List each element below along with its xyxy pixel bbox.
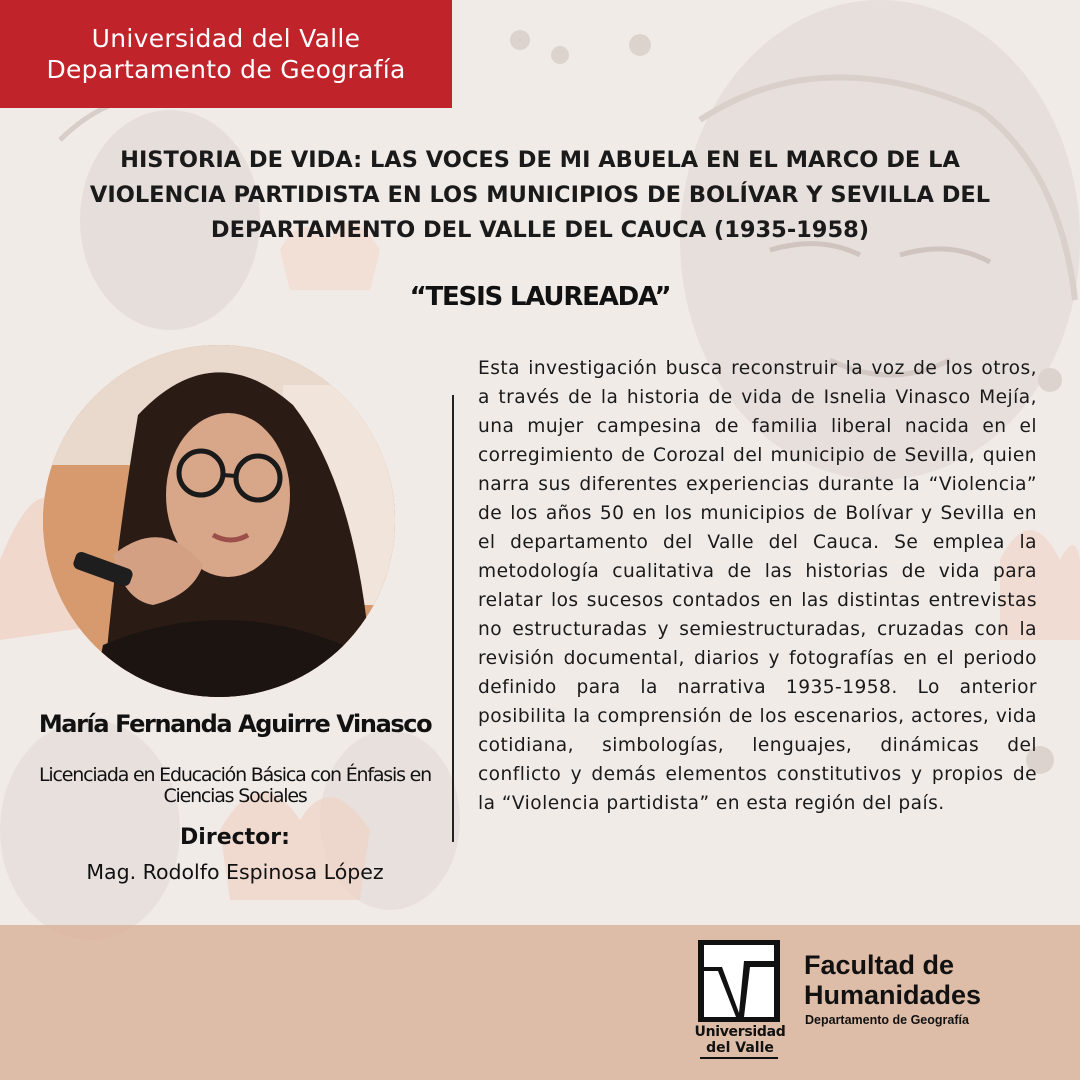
logo-text-del-valle: del Valle <box>706 1040 774 1056</box>
column-divider <box>452 395 454 842</box>
thesis-title: HISTORIA DE VIDA: LAS VOCES DE MI ABUELA EN EL MARCO DE LA VIOLENCIA PARTIDISTA EN LOS MUNICIPIOS DE BOLÍVAR Y SEVILLA DEL DEPARTAMENTO DEL VALLE DEL CAUCA (1935-1958) <box>89 147 991 243</box>
author-degree: Licenciada en Educación Básica con Énfasis en Ciencias Sociales <box>39 764 431 807</box>
director-name: Mag. Rodolfo Espinosa López <box>86 860 384 884</box>
faculty-department: Departamento de Geografía <box>805 1013 969 1027</box>
header-department: Departamento de Geografía <box>46 55 406 84</box>
university-header <box>0 0 452 108</box>
author-name: María Fernanda Aguirre Vinasco <box>38 710 432 738</box>
header-university: Universidad del Valle <box>91 24 361 53</box>
logo-text-university: Universidad <box>694 1024 786 1040</box>
author-photo <box>43 345 395 697</box>
director-label: Director: <box>180 825 290 850</box>
logo-underline <box>700 1057 778 1059</box>
abstract-text: Esta investigación busca reconstruir la voz de los otros, a través de la historia de vida de Isnelia Vinasco Mejía, una mujer campesina de familia liberal nacida en el corregimiento de Corozal del municipio de Sevilla, quien narra sus diferentes experiencias durante la “Violencia” de los años 50 en los municipios de Bolívar y Sevilla en el departamento del Valle del Cauca. Se emplea la metodología cualitativa de las historias de vida para relatar los sucesos contados en las distintas entrevistas no estructuradas y semiestructuradas, cruzadas con la revisión documental, diarios y fotografías en el periodo definido para la narrativa 1935-1958. Lo anterior posibilita la comprensión de los escenarios, actores, vida cotidiana, simbologías, lenguajes, dinámicas del conflicto y demás elementos constitutivos y propios de la “Violencia partidista” en esta región del país. <box>478 358 1037 814</box>
award-label: “TESIS LAUREADA” <box>409 282 671 312</box>
faculty-name: Facultad de Humanidades <box>804 950 982 1010</box>
